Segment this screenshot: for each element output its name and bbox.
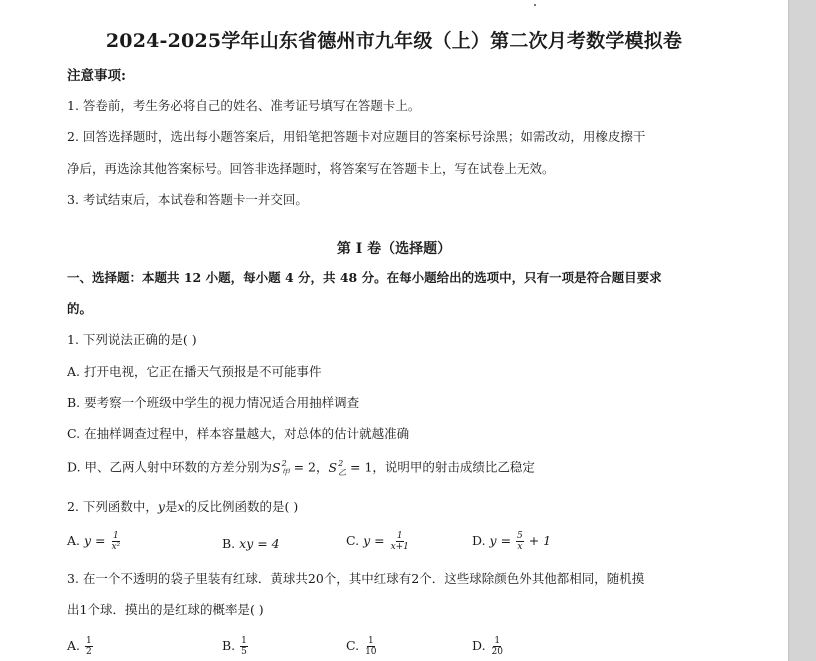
q1-stem: 1. 下列说法正确的是( ) (67, 332, 197, 347)
q3-option-b: B. $\frac{1}{5}$ (222, 636, 247, 657)
q1-d-s-jia: S 2 甲 (272, 459, 290, 477)
q2-stem: 2. 下列函数中，y是x的反比例函数的是( ) (67, 499, 299, 514)
q2-option-a: A. y = $\frac{1}{\text{x²}}$ (67, 531, 121, 552)
part1-heading: 第 I 卷（选择题） (336, 241, 452, 257)
q3-stem-line2: 出1个球．摸出的是红球的概率是( ) (67, 602, 264, 617)
q1-d-prefix: D. 甲、乙两人射中环数的方差分别为 (67, 459, 273, 475)
q2-option-d: D. y = $\frac{5}{x}$ + 1 (472, 531, 552, 552)
section-instruction-1: 一、选择题：本题共 12 小题，每小题 4 分，共 48 分。在每小题给出的选项中，只有一项是符合题目要求 (67, 270, 662, 285)
q3-option-a: A. $\frac{1}{2}$ (67, 636, 92, 657)
q1-option-c: C. 在抽样调查过程中，样本容量越大，对总体的估计就越准确 (67, 426, 410, 441)
q1-option-b: B. 要考察一个班级中学生的视力情况适合用抽样调查 (67, 395, 360, 410)
q1-option-a: A. 打开电视，它正在播天气预报是不可能事件 (67, 364, 322, 379)
q3-option-d: D. $\frac{1}{20}$ (472, 636, 503, 657)
notes-heading: 注意事项: (67, 68, 126, 84)
q1-d-s-yi: S 2 乙 (328, 459, 347, 477)
q3-option-c: C. $\frac{1}{10}$ (346, 636, 377, 657)
vertical-scrollbar[interactable] (788, 0, 816, 661)
page-dot (534, 4, 536, 6)
note-item-3: 3. 考试结束后，本试卷和答题卡一并交回。 (67, 192, 308, 207)
q2-option-b: B. xy = 4 (222, 536, 280, 551)
q1-option-d: D. 甲、乙两人射中环数的方差分别为S 2 甲 = 2，S 2 乙 = 1，说明甲的射击成绩比乙稳定 (67, 459, 535, 477)
note-item-1: 1. 答卷前，考生务必将自己的姓名、准考证号填写在答题卡上。 (67, 98, 421, 113)
note-item-2: 2. 回答选择题时，选出每小题答案后，用铅笔把答题卡对应题目的答案标号涂黑；如需改动，用橡皮擦干 (67, 129, 646, 144)
page-title: 2024-2025学年山东省德州市九年级（上）第二次月考数学模拟卷 (105, 30, 683, 52)
q2-option-c: C. y = $\frac{1}{x+1}$ (346, 531, 409, 552)
q3-stem-line1: 3. 在一个不透明的袋子里装有红球．黄球共20个，其中红球有2个．这些球除颜色外其他都相同，随机摸 (67, 571, 645, 586)
note-item-2-cont: 净后，再选涂其他答案标号。回答非选择题时，将答案写在答题卡上，写在试卷上无效。 (67, 161, 555, 176)
section-instruction-2: 的。 (67, 301, 93, 316)
